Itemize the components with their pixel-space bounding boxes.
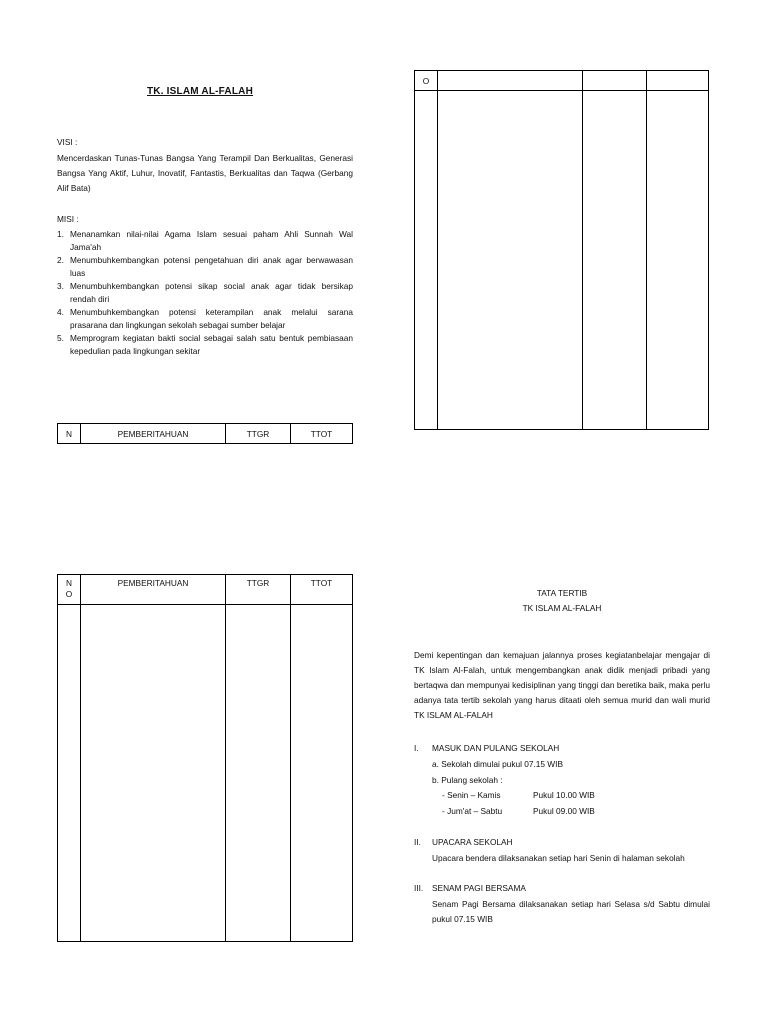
rules-subtitle: TK ISLAM AL-FALAH bbox=[522, 603, 602, 613]
col-no: O bbox=[415, 71, 438, 91]
notice-table-bottom bbox=[57, 574, 353, 942]
col-no-line-2: O bbox=[65, 589, 73, 599]
notice-table-right bbox=[414, 70, 709, 430]
rules-intro: Demi kepentingan dan kemajuan jalannya proses kegiatanbelajar mengajar di TK Islam Al-Falah, untuk mengembangkan anak didik menjadi pribadi yang bertaqwa dan mempunyai kedisiplinan yang tinggi dan beretika baik, maka perlu adanya tata tertib sekolah yang harus ditaati oleh semua murid dan wali murid TK ISLAM AL-FALAH bbox=[414, 650, 710, 720]
cell bbox=[415, 91, 438, 430]
col-ttot: TTOT bbox=[291, 424, 353, 444]
cell bbox=[226, 605, 291, 942]
cell bbox=[438, 91, 583, 430]
misi-list bbox=[57, 228, 353, 358]
cell bbox=[291, 605, 353, 942]
section-2-text: Upacara bendera dilaksanakan setiap hari Senin di halaman sekolah bbox=[432, 853, 685, 863]
misi-item: 5. Memprogram kegiatan bakti social sebagai salah satu bentuk pembiasaan kepedulian pada lingkungan sekitar bbox=[57, 333, 353, 356]
misi-item: 2. Menumbuhkembangkan potensi pengetahuan diri anak agar berwawasan luas bbox=[57, 255, 353, 278]
section-3-title: SENAM PAGI BERSAMA bbox=[432, 883, 526, 893]
section-1-a: a. Sekolah dimulai pukul 07.15 WIB bbox=[432, 759, 563, 769]
schedule-time-2: Pukul 09.00 WIB bbox=[533, 806, 595, 816]
misi-item: 1. Menanamkan nilai-nilai Agama Islam sesuai paham Ahli Sunnah Wal Jama'ah bbox=[57, 229, 353, 252]
misi-item: 4. Menumbuhkembangkan potensi keterampilan anak melalui sarana prasarana dan lingkungan sekolah sebagai sumber belajar bbox=[57, 307, 353, 330]
section-1-title: MASUK DAN PULANG SEKOLAH bbox=[432, 743, 560, 753]
rules-title: TATA TERTIB bbox=[536, 588, 588, 598]
col-notice bbox=[438, 71, 583, 91]
section-2-number: II. bbox=[414, 837, 421, 847]
section-2-title: UPACARA SEKOLAH bbox=[432, 837, 513, 847]
cell bbox=[647, 91, 709, 430]
section-1-number: I. bbox=[414, 743, 419, 753]
misi-label: MISI : bbox=[57, 214, 79, 224]
cell bbox=[583, 91, 647, 430]
section-3-number: III. bbox=[414, 883, 424, 893]
visi-text: Mencerdaskan Tunas-Tunas Bangsa Yang Terampil Dan Berkualitas, Generasi Bangsa Yang Aktif, Luhur, Inovatif, Fantastis, Berkualitas dan Taqwa (Gerbang Alif Bata) bbox=[57, 153, 353, 193]
col-no bbox=[58, 575, 81, 605]
col-ttgr: TTGR bbox=[226, 575, 291, 605]
visi-label: VISI : bbox=[57, 137, 78, 147]
col-notice: PEMBERITAHUAN bbox=[81, 575, 226, 605]
col-no: N bbox=[58, 424, 81, 444]
col-ttgr: TTGR bbox=[226, 424, 291, 444]
schedule-day-2: - Jum'at – Sabtu bbox=[442, 806, 503, 816]
col-ttot bbox=[647, 71, 709, 91]
col-notice: PEMBERITAHUAN bbox=[81, 424, 226, 444]
schedule-time-1: Pukul 10.00 WIB bbox=[533, 790, 595, 800]
notice-table-top bbox=[57, 423, 353, 444]
school-title: TK. ISLAM AL-FALAH bbox=[147, 86, 253, 97]
misi-item: 3. Menumbuhkembangkan potensi sikap social anak agar tidak bersikap rendah diri bbox=[57, 281, 353, 304]
col-no-line-1: N bbox=[66, 578, 72, 588]
section-3-text: Senam Pagi Bersama dilaksanakan setiap hari Selasa s/d Sabtu dimulai pukul 07.15 WIB bbox=[432, 899, 710, 924]
section-1-b: b. Pulang sekolah : bbox=[432, 775, 503, 785]
col-ttgr bbox=[583, 71, 647, 91]
schedule-day-1: - Senin – Kamis bbox=[442, 790, 501, 800]
cell bbox=[81, 605, 226, 942]
col-ttot: TTOT bbox=[291, 575, 353, 605]
cell bbox=[58, 605, 81, 942]
